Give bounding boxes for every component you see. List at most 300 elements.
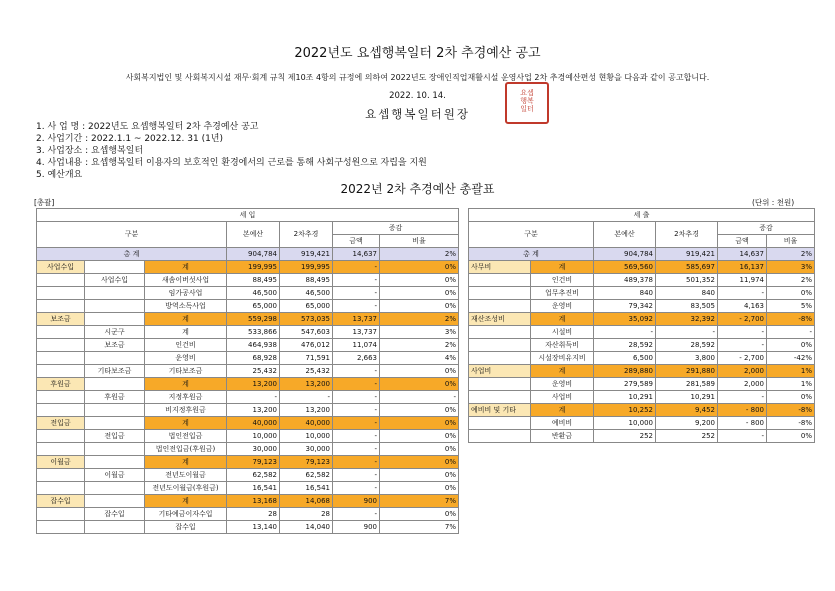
ratio-cell: -	[767, 326, 815, 339]
category-cell	[469, 300, 531, 313]
category-cell	[37, 326, 85, 339]
revised-cell: 476,012	[280, 339, 333, 352]
table-row	[469, 274, 815, 287]
ratio-cell: 7%	[380, 495, 459, 508]
item-cell: 자산취득비	[531, 339, 594, 352]
ratio-cell: 0%	[380, 456, 459, 469]
total-label: 총 계	[37, 248, 227, 261]
subcategory-cell: 기타보조금	[85, 365, 145, 378]
amount-cell: -	[333, 469, 380, 482]
amount-cell: -	[333, 261, 380, 274]
ratio-cell: 0%	[380, 443, 459, 456]
ratio-cell: 0%	[380, 261, 459, 274]
budget-cell: 10,000	[227, 430, 280, 443]
ratio-cell: 0%	[767, 339, 815, 352]
budget-cell: -	[594, 326, 656, 339]
expenditure-section-header: 세 출	[469, 209, 815, 222]
budget-cell: 30,000	[227, 443, 280, 456]
subcategory-cell	[85, 521, 145, 534]
col-header-budget: 본예산	[227, 222, 280, 248]
ratio-cell: 0%	[767, 287, 815, 300]
ratio-cell: 0%	[380, 378, 459, 391]
subcategory-cell	[85, 456, 145, 469]
subtotal-row	[37, 313, 459, 326]
total-row	[469, 248, 815, 261]
amount-cell: -	[333, 430, 380, 443]
total-revised: 919,421	[656, 248, 718, 261]
item-cell: 반환금	[531, 430, 594, 443]
table-row	[37, 521, 459, 534]
summary-label: [총괄]	[34, 198, 55, 207]
item-cell: 인건비	[531, 274, 594, 287]
budget-cell: 464,938	[227, 339, 280, 352]
revised-cell: 252	[656, 430, 718, 443]
item-cell: 방역소독사업	[145, 300, 227, 313]
budget-cell: -	[227, 391, 280, 404]
revised-cell: 547,603	[280, 326, 333, 339]
total-label: 총 계	[469, 248, 594, 261]
item-cell: 운영비	[145, 352, 227, 365]
budget-cell: 199,995	[227, 261, 280, 274]
amount-cell: 16,137	[718, 261, 767, 274]
amount-cell: 900	[333, 521, 380, 534]
category-cell	[37, 287, 85, 300]
info-line: 3. 사업장소 : 요셉행복일터	[36, 146, 144, 156]
table-row	[37, 339, 459, 352]
amount-cell: -	[718, 339, 767, 352]
ratio-cell: 7%	[380, 521, 459, 534]
category-cell	[469, 430, 531, 443]
ratio-cell: 0%	[767, 430, 815, 443]
revised-cell: 65,000	[280, 300, 333, 313]
budget-cell: 252	[594, 430, 656, 443]
notice-date: 2022. 10. 14.	[389, 91, 446, 101]
budget-cell: 79,342	[594, 300, 656, 313]
info-line: 4. 사업내용 : 요셉행복일터 이용자의 보호적인 환경에서의 근로를 통해 사회구성원으로 자립을 지원	[36, 158, 427, 168]
ratio-cell: 3%	[767, 261, 815, 274]
col-header-change: 증감	[718, 222, 815, 235]
ratio-cell: 0%	[380, 417, 459, 430]
subtotal-row	[37, 378, 459, 391]
category-cell: 이월금	[37, 456, 85, 469]
table-row	[37, 300, 459, 313]
budget-cell: 28,592	[594, 339, 656, 352]
amount-cell: -	[333, 391, 380, 404]
category-cell	[469, 326, 531, 339]
subtotal-row	[469, 313, 815, 326]
revised-cell: 585,697	[656, 261, 718, 274]
subcategory-cell: 후원금	[85, 391, 145, 404]
amount-cell: 2,000	[718, 365, 767, 378]
category-cell	[37, 352, 85, 365]
ratio-cell: 0%	[380, 404, 459, 417]
subcategory-cell	[85, 482, 145, 495]
category-cell	[37, 469, 85, 482]
item-cell: 운영비	[531, 378, 594, 391]
budget-cell: 569,560	[594, 261, 656, 274]
amount-cell: -	[333, 274, 380, 287]
revised-cell: 291,880	[656, 365, 718, 378]
subcategory-cell	[85, 378, 145, 391]
item-cell: 계	[531, 365, 594, 378]
ratio-cell: 0%	[380, 482, 459, 495]
ratio-cell: 0%	[380, 300, 459, 313]
item-cell: 계	[145, 417, 227, 430]
subcategory-cell	[85, 443, 145, 456]
item-cell: 계	[145, 495, 227, 508]
category-cell	[469, 287, 531, 300]
table-row	[469, 287, 815, 300]
category-cell	[37, 521, 85, 534]
item-cell: 계	[145, 261, 227, 274]
amount-cell: -	[333, 482, 380, 495]
revised-cell: 573,035	[280, 313, 333, 326]
table-row	[37, 287, 459, 300]
item-cell: 계	[531, 404, 594, 417]
budget-cell: 489,378	[594, 274, 656, 287]
amount-cell: -	[718, 326, 767, 339]
info-line: 2. 사업기간 : 2022.1.1 ~ 2022.12. 31 (1년)	[36, 134, 224, 144]
amount-cell: - 2,700	[718, 352, 767, 365]
unit-label: (단위 : 천원)	[752, 198, 795, 207]
table-row	[469, 417, 815, 430]
item-cell: 사업비	[531, 391, 594, 404]
total-amount: 14,637	[718, 248, 767, 261]
ratio-cell: 0%	[767, 391, 815, 404]
ratio-cell: 3%	[380, 326, 459, 339]
ratio-cell: 0%	[380, 365, 459, 378]
subcategory-cell	[85, 352, 145, 365]
amount-cell: - 2,700	[718, 313, 767, 326]
director-name: 요셉행복일터원장	[365, 107, 470, 121]
amount-cell: -	[333, 287, 380, 300]
budget-cell: 279,589	[594, 378, 656, 391]
item-cell: 계	[145, 378, 227, 391]
item-cell: 계	[145, 326, 227, 339]
subtotal-row	[469, 261, 815, 274]
subcategory-cell	[85, 300, 145, 313]
item-cell: 기타보조금	[145, 365, 227, 378]
revised-cell: 14,068	[280, 495, 333, 508]
amount-cell: -	[333, 456, 380, 469]
category-cell: 잡수입	[37, 495, 85, 508]
revised-cell: -	[656, 326, 718, 339]
col-header-amount: 금액	[718, 235, 767, 248]
ratio-cell: 1%	[767, 365, 815, 378]
amount-cell: -	[333, 300, 380, 313]
revised-cell: 3,800	[656, 352, 718, 365]
subcategory-cell	[85, 495, 145, 508]
subcategory-cell	[85, 261, 145, 274]
ratio-cell: -8%	[767, 404, 815, 417]
amount-cell: -	[718, 430, 767, 443]
table-row	[37, 391, 459, 404]
revised-cell: 25,432	[280, 365, 333, 378]
amount-cell: 11,974	[718, 274, 767, 287]
subcategory-cell	[85, 404, 145, 417]
category-cell	[37, 508, 85, 521]
budget-cell: 13,140	[227, 521, 280, 534]
subcategory-cell: 잡수입	[85, 508, 145, 521]
item-cell: 예비비	[531, 417, 594, 430]
category-cell	[37, 274, 85, 287]
revised-cell: 28,592	[656, 339, 718, 352]
item-cell: 운영비	[531, 300, 594, 313]
category-cell	[469, 352, 531, 365]
item-cell: 지정후원금	[145, 391, 227, 404]
table-row	[469, 339, 815, 352]
budget-cell: 40,000	[227, 417, 280, 430]
budget-cell: 289,880	[594, 365, 656, 378]
total-amount: 14,637	[333, 248, 380, 261]
ratio-cell: -	[380, 391, 459, 404]
budget-cell: 6,500	[594, 352, 656, 365]
ratio-cell: -8%	[767, 417, 815, 430]
official-seal-icon: 요셉 행복 일터	[505, 82, 549, 124]
table-title: 2022년 2차 추경예산 총괄표	[340, 182, 495, 196]
col-header-category: 구분	[469, 222, 594, 248]
ratio-cell: 2%	[380, 339, 459, 352]
item-cell: 법인전입금(후원금)	[145, 443, 227, 456]
item-cell: 비지정후원금	[145, 404, 227, 417]
category-cell: 후원금	[37, 378, 85, 391]
ratio-cell: 1%	[767, 378, 815, 391]
expenditure-rows	[469, 261, 815, 443]
amount-cell: 11,074	[333, 339, 380, 352]
amount-cell: 4,163	[718, 300, 767, 313]
amount-cell: 13,737	[333, 313, 380, 326]
table-row	[37, 430, 459, 443]
category-cell	[469, 274, 531, 287]
subtotal-row	[37, 261, 459, 274]
amount-cell: 13,737	[333, 326, 380, 339]
expenditure-table	[468, 208, 815, 443]
project-info	[36, 121, 427, 181]
revised-cell: 83,505	[656, 300, 718, 313]
category-cell: 재산조성비	[469, 313, 531, 326]
revised-cell: 88,495	[280, 274, 333, 287]
total-ratio: 2%	[767, 248, 815, 261]
category-cell	[37, 443, 85, 456]
item-cell: 계	[145, 313, 227, 326]
category-cell	[37, 430, 85, 443]
subtotal-row	[37, 495, 459, 508]
category-cell	[469, 417, 531, 430]
revenue-rows	[37, 261, 459, 534]
item-cell: 전년도이월금	[145, 469, 227, 482]
col-header-amount: 금액	[333, 235, 380, 248]
table-row	[469, 326, 815, 339]
revised-cell: 79,123	[280, 456, 333, 469]
category-cell	[37, 404, 85, 417]
revised-cell: 40,000	[280, 417, 333, 430]
budget-cell: 25,432	[227, 365, 280, 378]
budget-cell: 46,500	[227, 287, 280, 300]
info-line: 1. 사 업 명 : 2022년도 요셉행복일터 2차 추경예산 공고	[36, 122, 259, 132]
revised-cell: 10,291	[656, 391, 718, 404]
category-cell	[37, 339, 85, 352]
ratio-cell: 0%	[380, 430, 459, 443]
item-cell: 새솜이버섯사업	[145, 274, 227, 287]
budget-cell: 65,000	[227, 300, 280, 313]
col-header-change: 증감	[333, 222, 459, 235]
budget-cell: 10,252	[594, 404, 656, 417]
ratio-cell: 0%	[380, 508, 459, 521]
subtotal-row	[469, 365, 815, 378]
revised-cell: 32,392	[656, 313, 718, 326]
item-cell: 시설비	[531, 326, 594, 339]
revised-cell: -	[280, 391, 333, 404]
ratio-cell: -8%	[767, 313, 815, 326]
revised-cell: 199,995	[280, 261, 333, 274]
subcategory-cell: 보조금	[85, 339, 145, 352]
table-row	[37, 352, 459, 365]
total-revised: 919,421	[280, 248, 333, 261]
category-cell: 사업비	[469, 365, 531, 378]
budget-cell: 13,200	[227, 378, 280, 391]
col-header-revised: 2차추경	[656, 222, 718, 248]
revised-cell: 501,352	[656, 274, 718, 287]
table-row	[469, 391, 815, 404]
subtotal-row	[37, 456, 459, 469]
budget-cell: 62,582	[227, 469, 280, 482]
intro-text: 사회복지법인 및 사회복지시설 재무·회계 규칙 제10조 4항의 규정에 의하여 2022년도 장애인직업재활시설 운영사업 2차 추경예산편성 현황을 다음과 같이 공고합니다.	[125, 73, 710, 82]
ratio-cell: 0%	[380, 469, 459, 482]
subcategory-cell: 전입금	[85, 430, 145, 443]
category-cell: 예비비 및 기타	[469, 404, 531, 417]
revised-cell: 13,200	[280, 404, 333, 417]
col-header-revised: 2차추경	[280, 222, 333, 248]
table-row	[37, 469, 459, 482]
revenue-table	[36, 208, 459, 534]
col-header-ratio: 비율	[380, 235, 459, 248]
amount-cell: - 800	[718, 417, 767, 430]
revenue-section-header: 세 입	[37, 209, 459, 222]
budget-cell: 88,495	[227, 274, 280, 287]
revised-cell: 840	[656, 287, 718, 300]
amount-cell: 2,000	[718, 378, 767, 391]
subcategory-cell	[85, 287, 145, 300]
item-cell: 기타예금이자수입	[145, 508, 227, 521]
item-cell: 계	[531, 313, 594, 326]
ratio-cell: -42%	[767, 352, 815, 365]
table-row	[37, 508, 459, 521]
budget-cell: 28	[227, 508, 280, 521]
subtotal-row	[469, 404, 815, 417]
category-cell: 사업수입	[37, 261, 85, 274]
amount-cell: - 800	[718, 404, 767, 417]
item-cell: 업무추진비	[531, 287, 594, 300]
category-cell	[37, 391, 85, 404]
revised-cell: 16,541	[280, 482, 333, 495]
total-row	[37, 248, 459, 261]
amount-cell: -	[333, 378, 380, 391]
revised-cell: 14,040	[280, 521, 333, 534]
col-header-category: 구분	[37, 222, 227, 248]
category-cell: 전입금	[37, 417, 85, 430]
ratio-cell: 0%	[380, 274, 459, 287]
ratio-cell: 4%	[380, 352, 459, 365]
item-cell: 법인전입금	[145, 430, 227, 443]
budget-cell: 79,123	[227, 456, 280, 469]
table-row	[37, 365, 459, 378]
revised-cell: 9,452	[656, 404, 718, 417]
amount-cell: -	[718, 287, 767, 300]
revised-cell: 28	[280, 508, 333, 521]
budget-cell: 16,541	[227, 482, 280, 495]
revised-cell: 46,500	[280, 287, 333, 300]
budget-cell: 13,200	[227, 404, 280, 417]
amount-cell: -	[333, 404, 380, 417]
revised-cell: 13,200	[280, 378, 333, 391]
revised-cell: 30,000	[280, 443, 333, 456]
category-cell	[37, 482, 85, 495]
budget-cell: 10,000	[594, 417, 656, 430]
ratio-cell: 2%	[380, 313, 459, 326]
table-row	[37, 274, 459, 287]
col-header-budget: 본예산	[594, 222, 656, 248]
item-cell: 임가공사업	[145, 287, 227, 300]
category-cell	[469, 378, 531, 391]
category-cell: 보조금	[37, 313, 85, 326]
ratio-cell: 0%	[380, 287, 459, 300]
budget-cell: 10,291	[594, 391, 656, 404]
col-header-ratio: 비율	[767, 235, 815, 248]
subcategory-cell	[85, 313, 145, 326]
amount-cell: 2,663	[333, 352, 380, 365]
amount-cell: -	[333, 508, 380, 521]
table-row	[37, 482, 459, 495]
amount-cell: -	[333, 443, 380, 456]
table-row	[469, 430, 815, 443]
subcategory-cell	[85, 417, 145, 430]
amount-cell: 900	[333, 495, 380, 508]
category-cell	[37, 300, 85, 313]
category-cell: 사무비	[469, 261, 531, 274]
budget-cell: 840	[594, 287, 656, 300]
item-cell: 계	[145, 456, 227, 469]
budget-cell: 559,298	[227, 313, 280, 326]
table-row	[37, 326, 459, 339]
revised-cell: 281,589	[656, 378, 718, 391]
budget-cell: 35,092	[594, 313, 656, 326]
total-budget: 904,784	[594, 248, 656, 261]
table-row	[469, 300, 815, 313]
table-row	[469, 352, 815, 365]
category-cell	[37, 365, 85, 378]
subcategory-cell: 시군구	[85, 326, 145, 339]
page-title: 2022년도 요셉행복일터 2차 추경예산 공고	[294, 46, 541, 61]
item-cell: 전년도이월금(후원금)	[145, 482, 227, 495]
amount-cell: -	[333, 365, 380, 378]
revised-cell: 9,200	[656, 417, 718, 430]
subcategory-cell: 이월금	[85, 469, 145, 482]
table-row	[469, 378, 815, 391]
subtotal-row	[37, 417, 459, 430]
item-cell: 인건비	[145, 339, 227, 352]
budget-cell: 68,928	[227, 352, 280, 365]
revised-cell: 62,582	[280, 469, 333, 482]
budget-cell: 13,168	[227, 495, 280, 508]
info-line: 5. 예산개요	[36, 170, 83, 180]
table-row	[37, 443, 459, 456]
item-cell: 시설장비유지비	[531, 352, 594, 365]
revised-cell: 71,591	[280, 352, 333, 365]
amount-cell: -	[333, 417, 380, 430]
table-row	[37, 404, 459, 417]
revised-cell: 10,000	[280, 430, 333, 443]
category-cell	[469, 339, 531, 352]
